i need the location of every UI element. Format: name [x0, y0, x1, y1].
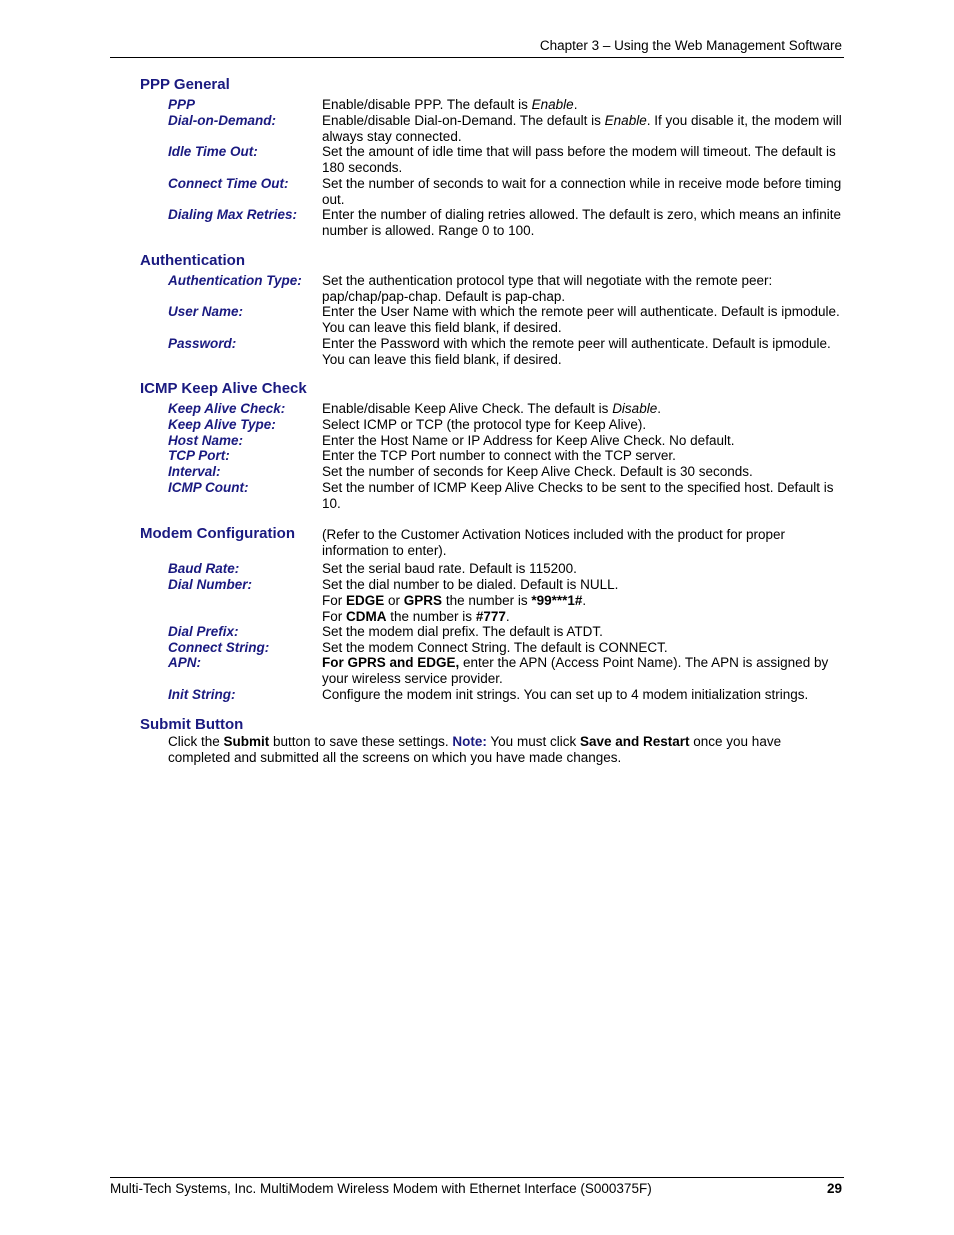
ppp-term: PPP — [168, 97, 196, 112]
dial-number-term: Dial Number: — [168, 577, 253, 592]
ppp-def: Enable/disable PPP. The default is Enable. — [322, 97, 578, 112]
baud-rate-term: Baud Rate: — [168, 561, 240, 576]
dialing-max-retries-term: Dialing Max Retries: — [168, 207, 298, 222]
authentication-type-term: Authentication Type: — [168, 273, 302, 288]
password-term: Password: — [168, 336, 237, 351]
init-string-term: Init String: — [168, 687, 236, 702]
password-def: Enter the Password with which the remote peer will authenticate. Default is ipmodule. You can leave this field blank, if desired. — [322, 336, 831, 367]
idle-time-out-def: Set the amount of idle time that will pass before the modem will timeout. The default is 180 seconds. — [322, 144, 836, 175]
dial-prefix-term: Dial Prefix: — [168, 624, 239, 639]
authentication-heading: Authentication — [140, 252, 245, 269]
dialing-max-retries-def: Enter the number of dialing retries allowed. The default is zero, which means an infinite number is allowed. Range 0 to 100. — [322, 207, 842, 238]
dial-prefix-def: Set the modem dial prefix. The default is ATDT. — [322, 624, 603, 639]
tcp-port-term: TCP Port: — [168, 448, 230, 463]
user-name-term: User Name: — [168, 304, 244, 319]
modem-configuration-heading: Modem Configuration — [140, 525, 295, 542]
host-name-def: Enter the Host Name or IP Address for Keep Alive Check. No default. — [322, 433, 735, 448]
authentication-type-def: Set the authentication protocol type that will negotiate with the remote peer: pap/chap/pap-chap. Default is pap-chap. — [322, 273, 773, 304]
connect-string-def: Set the modem Connect String. The default is CONNECT. — [322, 640, 668, 655]
icmp-keep-alive-heading: ICMP Keep Alive Check — [140, 380, 307, 397]
tcp-port-def: Enter the TCP Port number to connect with the TCP server. — [322, 448, 676, 463]
dial-number-def: Set the dial number to be dialed. Default is NULL. For EDGE or GPRS the number is *99***1#. For CDMA the number is #777. — [322, 577, 619, 624]
connect-time-out-term: Connect Time Out: — [168, 176, 289, 191]
keep-alive-check-term: Keep Alive Check: — [168, 401, 286, 416]
ppp-general-heading: PPP General — [140, 76, 230, 93]
icmp-count-term: ICMP Count: — [168, 480, 249, 495]
apn-term: APN: — [168, 655, 201, 670]
connect-string-term: Connect String: — [168, 640, 270, 655]
submit-button-description: Click the Submit button to save these settings. Note: You must click Save and Restart once you have completed and submitted all the screens on which you have made changes. — [168, 734, 782, 765]
footer-text: Multi-Tech Systems, Inc. MultiModem Wireless Modem with Ethernet Interface (S000375F) — [110, 1181, 652, 1196]
interval-def: Set the number of seconds for Keep Alive Check. Default is 30 seconds. — [322, 464, 753, 479]
dial-on-demand-term: Dial-on-Demand: — [168, 113, 276, 128]
baud-rate-def: Set the serial baud rate. Default is 115200. — [322, 561, 577, 576]
chapter-title: Chapter 3 – Using the Web Management Software — [539, 38, 842, 53]
user-name-def: Enter the User Name with which the remote peer will authenticate. Default is ipmodule. You can leave this field blank, if desired. — [322, 304, 840, 335]
page-footer — [110, 1177, 844, 1196]
init-string-def: Configure the modem init strings. You can set up to 4 modem initialization strings. — [322, 687, 809, 702]
host-name-term: Host Name: — [168, 433, 244, 448]
apn-def: For GPRS and EDGE, enter the APN (Access Point Name). The APN is assigned by your wireless service provider. — [322, 655, 829, 686]
dial-on-demand-def: Enable/disable Dial-on-Demand. The default is Enable. If you disable it, the modem will always stay connected. — [322, 113, 842, 144]
connect-time-out-def: Set the number of seconds to wait for a connection while in receive mode before timing out. — [322, 176, 842, 207]
page-number: 29 — [826, 1181, 842, 1196]
modem-configuration-intro: (Refer to the Customer Activation Notices included with the product for proper information to enter). — [322, 527, 785, 558]
interval-term: Interval: — [168, 464, 221, 479]
keep-alive-check-def: Enable/disable Keep Alive Check. The default is Disable. — [322, 401, 661, 416]
icmp-count-def: Set the number of ICMP Keep Alive Checks to be sent to the specified host. Default is 10. — [322, 480, 834, 511]
idle-time-out-term: Idle Time Out: — [168, 144, 258, 159]
submit-button-heading: Submit Button — [140, 716, 244, 733]
page-header — [110, 36, 844, 58]
keep-alive-type-def: Select ICMP or TCP (the protocol type for Keep Alive). — [322, 417, 647, 432]
keep-alive-type-term: Keep Alive Type: — [168, 417, 276, 432]
